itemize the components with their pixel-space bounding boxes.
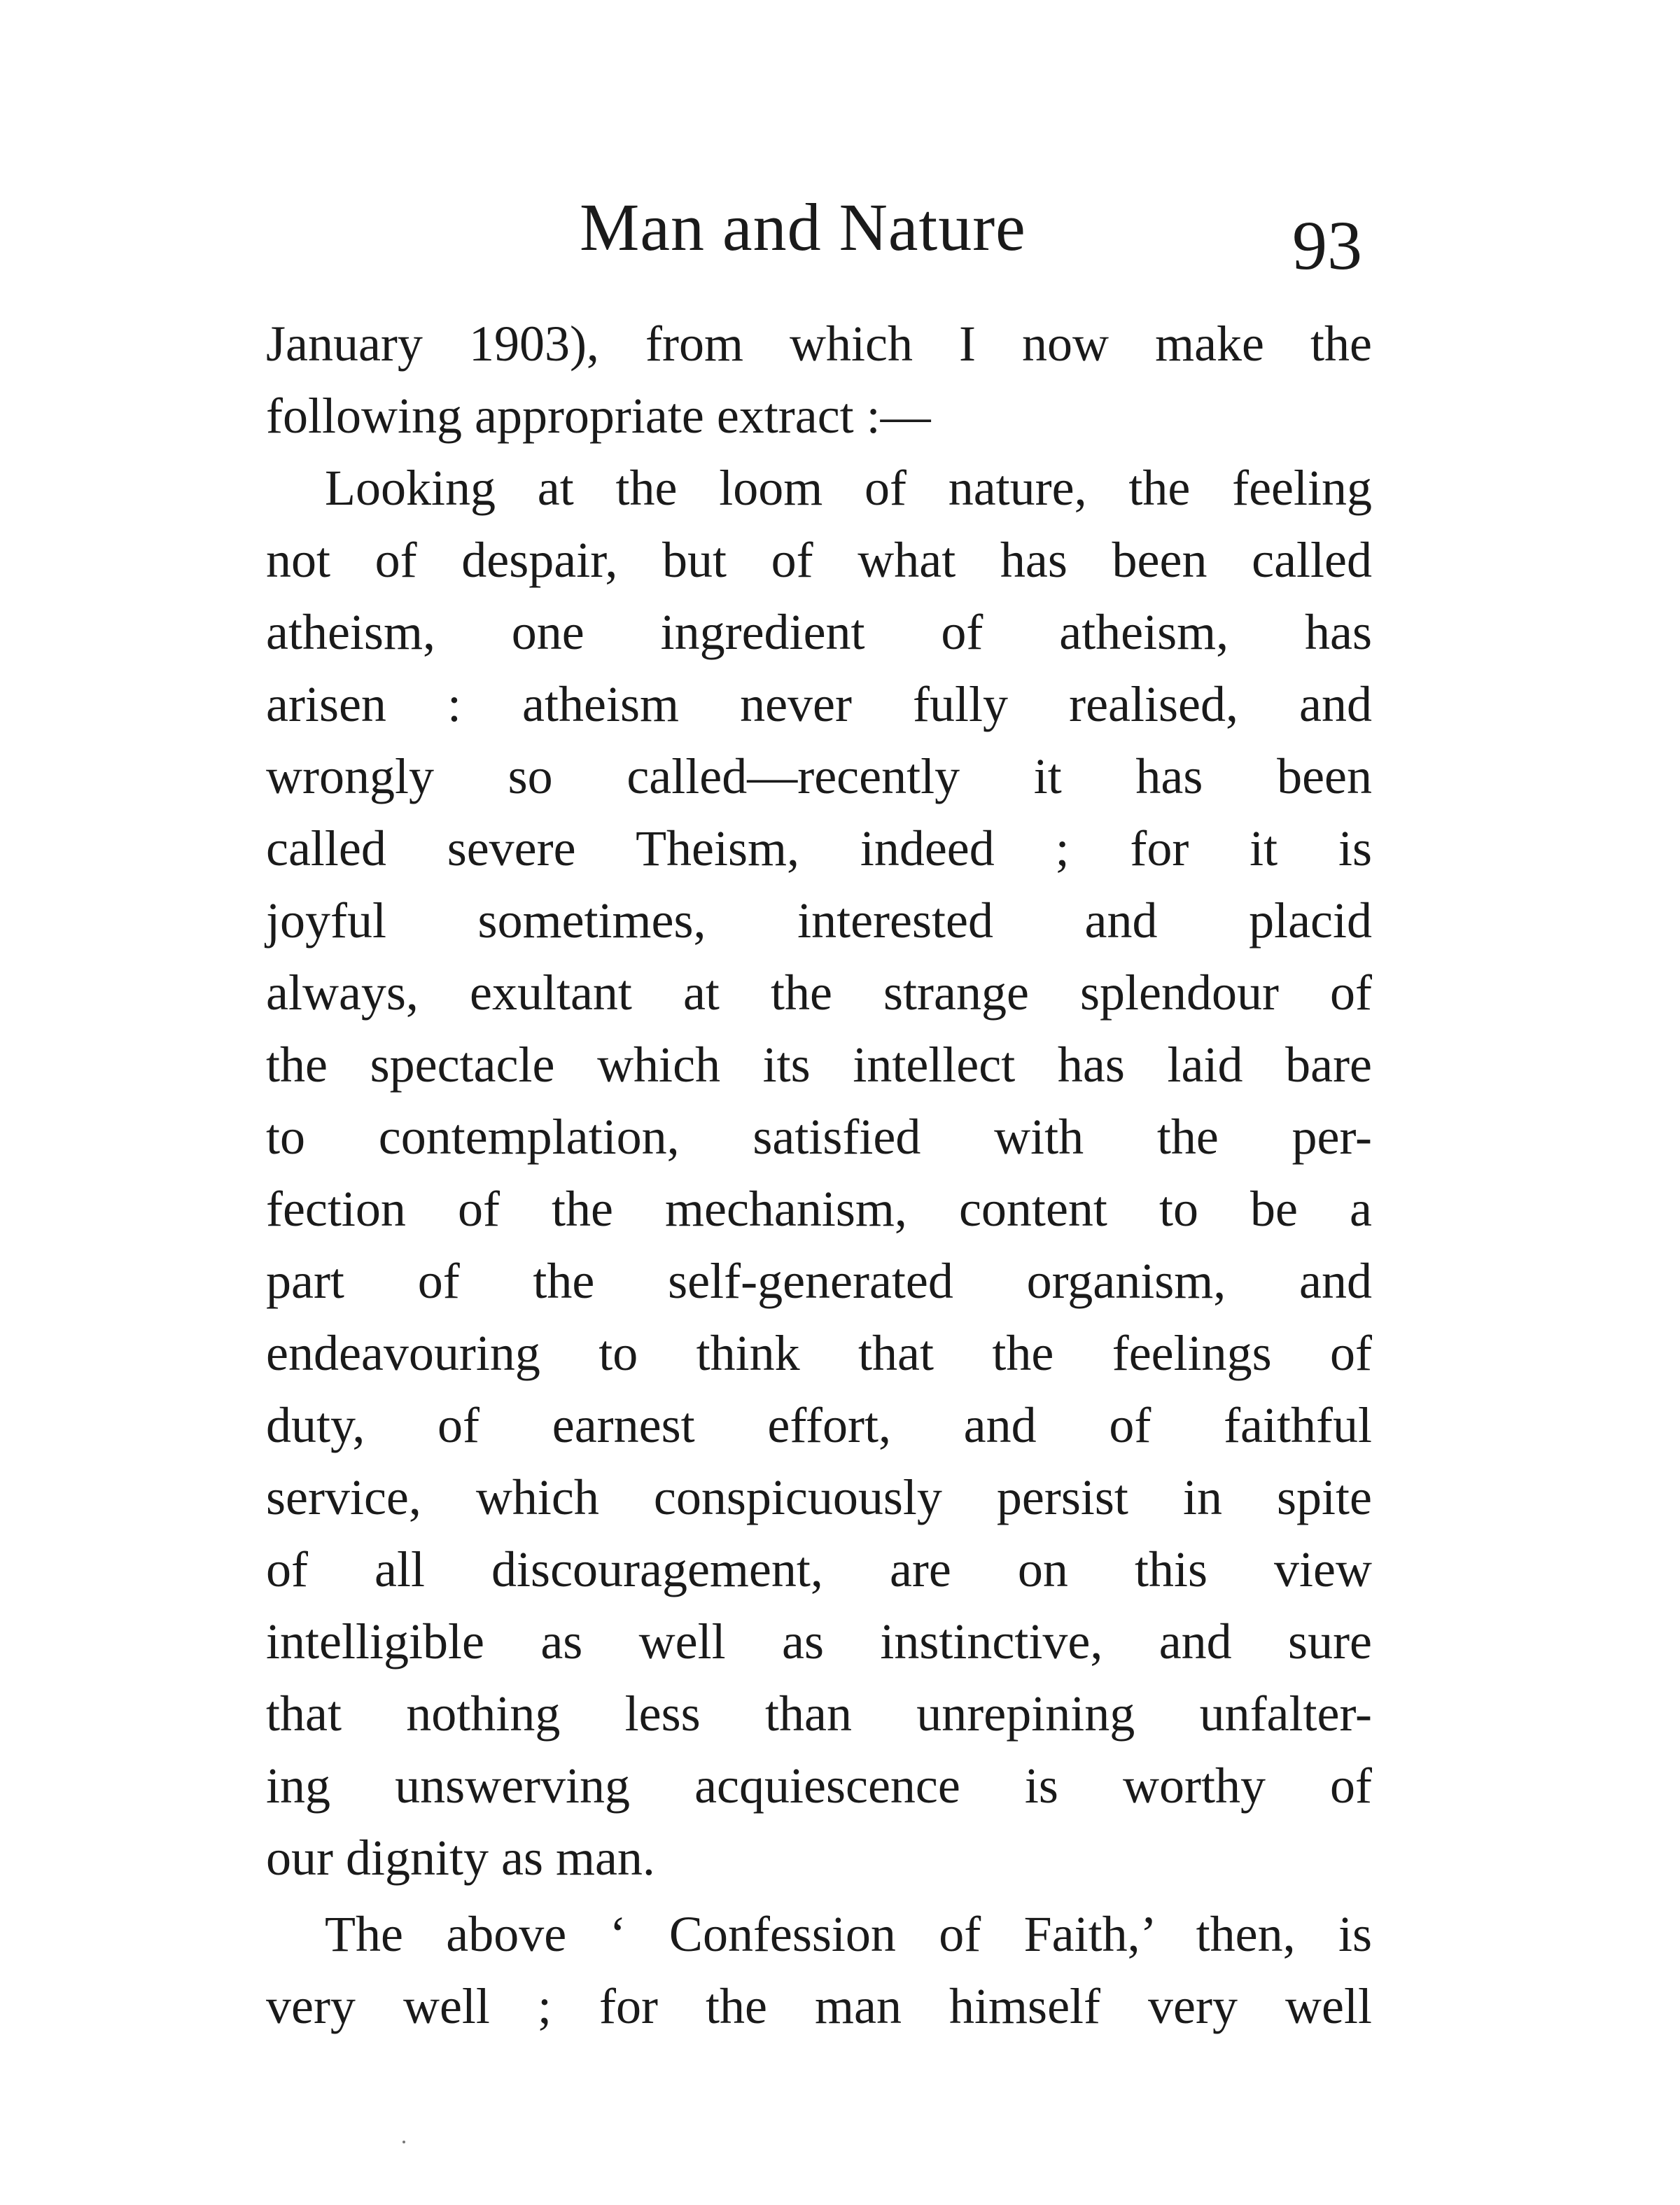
text-line: duty, of earnest effort, and of faithful (266, 1397, 1372, 1453)
text-line: following appropriate extract :— (266, 388, 931, 444)
text-line: fection of the mechanism, content to be a (266, 1181, 1372, 1237)
text-line: joyful sometimes, interested and placid (266, 892, 1372, 948)
text-line: January 1903), from which I now make the (266, 316, 1372, 372)
body-text (266, 308, 1372, 2043)
text-line: of all discouragement, are on this view (266, 1541, 1372, 1597)
text-line: that nothing less than unrepining unfalter- (266, 1686, 1372, 1742)
paper-speck (402, 2141, 405, 2143)
text-line: very well ; for the man himself very well (266, 1978, 1372, 2034)
text-line: endeavouring to think that the feelings of (266, 1325, 1372, 1381)
paragraph-first-line: The above ‘ Confession of Faith,’ then, is (325, 1906, 1372, 1962)
text-line: to contemplation, satisfied with the per- (266, 1109, 1372, 1165)
page-number: 93 (1292, 206, 1362, 284)
text-line: called severe Theism, indeed ; for it is (266, 820, 1372, 876)
running-title: Man and Nature (580, 190, 1026, 265)
text-line: arisen : atheism never fully realised, and (266, 676, 1372, 732)
text-line: part of the self-generated organism, and (266, 1253, 1372, 1309)
text-line: our dignity as man. (266, 1830, 655, 1886)
quote-first-line: Looking at the loom of nature, the feeling (325, 460, 1372, 516)
text-line: atheism, one ingredient of atheism, has (266, 604, 1372, 660)
text-line: the spectacle which its intellect has laid bare (266, 1037, 1372, 1093)
text-line: intelligible as well as instinctive, and sure (266, 1614, 1372, 1670)
text-line: ing unswerving acquiescence is worthy of (266, 1758, 1372, 1814)
text-line: service, which conspicuously persist in spite (266, 1469, 1372, 1525)
text-line: not of despair, but of what has been called (266, 532, 1372, 588)
text-line: wrongly so called—recently it has been (266, 748, 1372, 804)
text-line: always, exultant at the strange splendour of (266, 965, 1372, 1021)
running-head (0, 189, 1680, 284)
